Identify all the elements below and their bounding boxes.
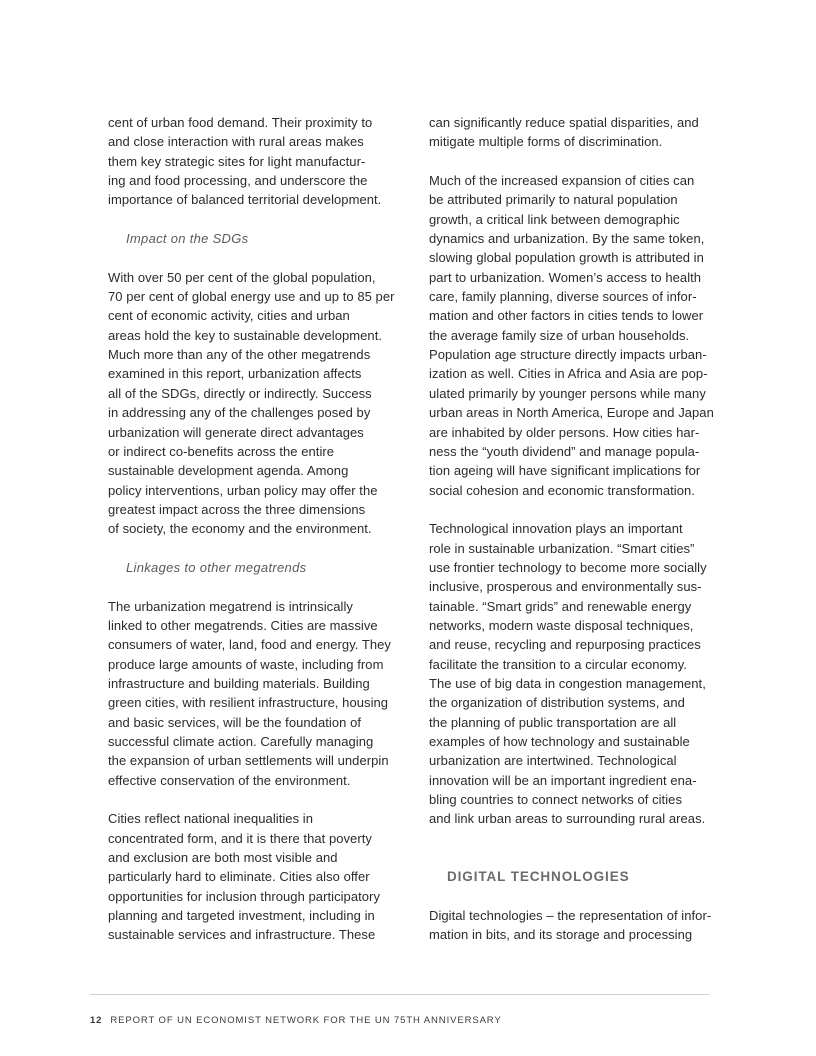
- paragraph: [108, 809, 398, 944]
- subheading-linkages: Linkages to other megatrends: [126, 559, 307, 575]
- text-line: cent of economic activity, cities and urban: [108, 308, 350, 324]
- text-line: them key strategic sites for light manufactur-: [108, 153, 366, 169]
- text-line: and reuse, recycling and repurposing practices: [429, 637, 701, 653]
- paragraph: [108, 268, 398, 539]
- text-line: networks, modern waste disposal techniques,: [429, 617, 694, 633]
- text-line: and exclusion are both most visible and: [108, 850, 338, 866]
- text-line: of society, the economy and the environment.: [108, 521, 372, 537]
- text-line: consumers of water, land, food and energy. They: [108, 637, 391, 653]
- text-line: and link urban areas to surrounding rural areas.: [429, 811, 706, 827]
- text-line: in addressing any of the challenges posed by: [108, 405, 371, 421]
- text-line: and basic services, will be the foundation of: [108, 714, 362, 730]
- text-line: concentrated form, and it is there that poverty: [108, 830, 372, 846]
- text-line: sustainable development agenda. Among: [108, 463, 349, 479]
- text-line: inclusive, prosperous and environmentally sus-: [429, 579, 702, 595]
- text-line: use frontier technology to become more socially: [429, 559, 707, 575]
- text-line: 70 per cent of global energy use and up to 85 per: [108, 289, 395, 305]
- text-line: examples of how technology and sustainable: [429, 734, 690, 749]
- text-line: Population age structure directly impacts urban-: [429, 347, 707, 363]
- text-line: produce large amounts of waste, including from: [108, 656, 384, 672]
- paragraph: [429, 519, 719, 829]
- text-line: or indirect co-benefits across the entire: [108, 443, 335, 459]
- text-line: examined in this report, urbanization affects: [108, 366, 362, 382]
- text-line: urban areas in North America, Europe and Japan: [429, 405, 714, 421]
- text-line: innovation will be an important ingredient ena-: [429, 772, 697, 788]
- section-heading-digital-technologies: DIGITAL TECHNOLOGIES: [447, 869, 630, 885]
- page-number: 12: [90, 1015, 103, 1026]
- text-line: The use of big data in congestion management,: [429, 675, 706, 691]
- text-line: ization as well. Cities in Africa and Asia are pop-: [429, 366, 708, 382]
- text-line: mation in bits, and its storage and processing: [429, 927, 693, 943]
- text-line: Much more than any of the other megatrends: [108, 347, 371, 363]
- text-line: tainable. “Smart grids” and renewable energy: [429, 598, 692, 614]
- text-line: areas hold the key to sustainable development.: [108, 327, 383, 343]
- subheading-impact-on-sdgs: Impact on the SDGs: [126, 231, 249, 247]
- text-line: role in sustainable urbanization. “Smart cities”: [429, 540, 695, 556]
- text-line: mation and other factors in cities tends to lower: [429, 308, 704, 324]
- text-line: Much of the increased expansion of cities can: [429, 173, 695, 189]
- page-footer: [90, 1015, 502, 1026]
- text-line: successful climate action. Carefully managing: [108, 734, 374, 749]
- text-line: With over 50 per cent of the global population,: [108, 269, 376, 285]
- text-line: all of the SDGs, directly or indirectly. Success: [108, 385, 372, 401]
- text-line: mitigate multiple forms of discrimination.: [429, 134, 663, 150]
- text-line: greatest impact across the three dimensions: [108, 501, 366, 517]
- text-line: slowing global population growth is attributed in: [429, 250, 704, 266]
- text-line: the organization of distribution systems, and: [429, 695, 685, 711]
- text-line: Cities reflect national inequalities in: [108, 811, 314, 827]
- text-line: ing and food processing, and underscore the: [108, 173, 368, 189]
- text-line: opportunities for inclusion through participatory: [108, 888, 380, 904]
- text-line: green cities, with resilient infrastructure, housing: [108, 695, 389, 711]
- text-line: tion ageing will have significant implications for: [429, 463, 701, 479]
- text-line: urbanization are intertwined. Technological: [429, 753, 677, 769]
- text-line: urbanization will generate direct advantages: [108, 424, 364, 440]
- text-line: planning and targeted investment, including in: [108, 908, 375, 924]
- paragraph: [429, 113, 719, 152]
- text-line: be attributed primarily to natural population: [429, 192, 678, 208]
- text-line: bling countries to connect networks of cities: [429, 792, 682, 808]
- text-line: importance of balanced territorial development.: [108, 192, 382, 208]
- text-line: and close interaction with rural areas makes: [108, 134, 364, 150]
- running-title: REPORT OF UN ECONOMIST NETWORK FOR THE UN 75TH ANNIVERSARY: [110, 1015, 502, 1026]
- footer-divider: [90, 994, 709, 995]
- text-line: social cohesion and economic transformation.: [429, 482, 695, 498]
- text-line: effective conservation of the environment.: [108, 772, 351, 788]
- text-line: policy interventions, urban policy may offer the: [108, 482, 378, 498]
- text-line: facilitate the transition to a circular economy.: [429, 656, 687, 672]
- paragraph: [108, 597, 398, 790]
- text-line: The urbanization megatrend is intrinsically: [108, 598, 353, 614]
- text-line: the average family size of urban households.: [429, 327, 690, 343]
- text-line: Technological innovation plays an important: [429, 521, 683, 537]
- text-line: particularly hard to eliminate. Cities also offer: [108, 869, 370, 885]
- text-line: infrastructure and building materials. Building: [108, 675, 370, 691]
- text-line: are inhabited by older persons. How cities har-: [429, 424, 700, 440]
- text-line: ness the “youth dividend” and manage popula-: [429, 443, 700, 459]
- text-line: cent of urban food demand. Their proximity to: [108, 115, 373, 130]
- text-line: linked to other megatrends. Cities are massive: [108, 617, 378, 633]
- text-line: the expansion of urban settlements will underpin: [108, 753, 389, 769]
- paragraph: [429, 906, 719, 945]
- text-line: the planning of public transportation are all: [429, 714, 677, 730]
- right-column: [429, 113, 719, 945]
- text-line: care, family planning, diverse sources of infor-: [429, 289, 697, 305]
- text-line: can significantly reduce spatial disparities, and: [429, 115, 699, 130]
- paragraph: [108, 113, 398, 210]
- text-line: part to urbanization. Women’s access to health: [429, 269, 702, 285]
- text-line: growth, a critical link between demographic: [429, 211, 680, 227]
- text-line: Digital technologies – the representation of infor-: [429, 908, 712, 924]
- left-column: [108, 113, 398, 945]
- text-line: ulated primarily by younger persons while many: [429, 385, 706, 401]
- paragraph: [429, 171, 719, 500]
- text-line: sustainable services and infrastructure. These: [108, 927, 376, 943]
- text-line: dynamics and urbanization. By the same token,: [429, 231, 705, 247]
